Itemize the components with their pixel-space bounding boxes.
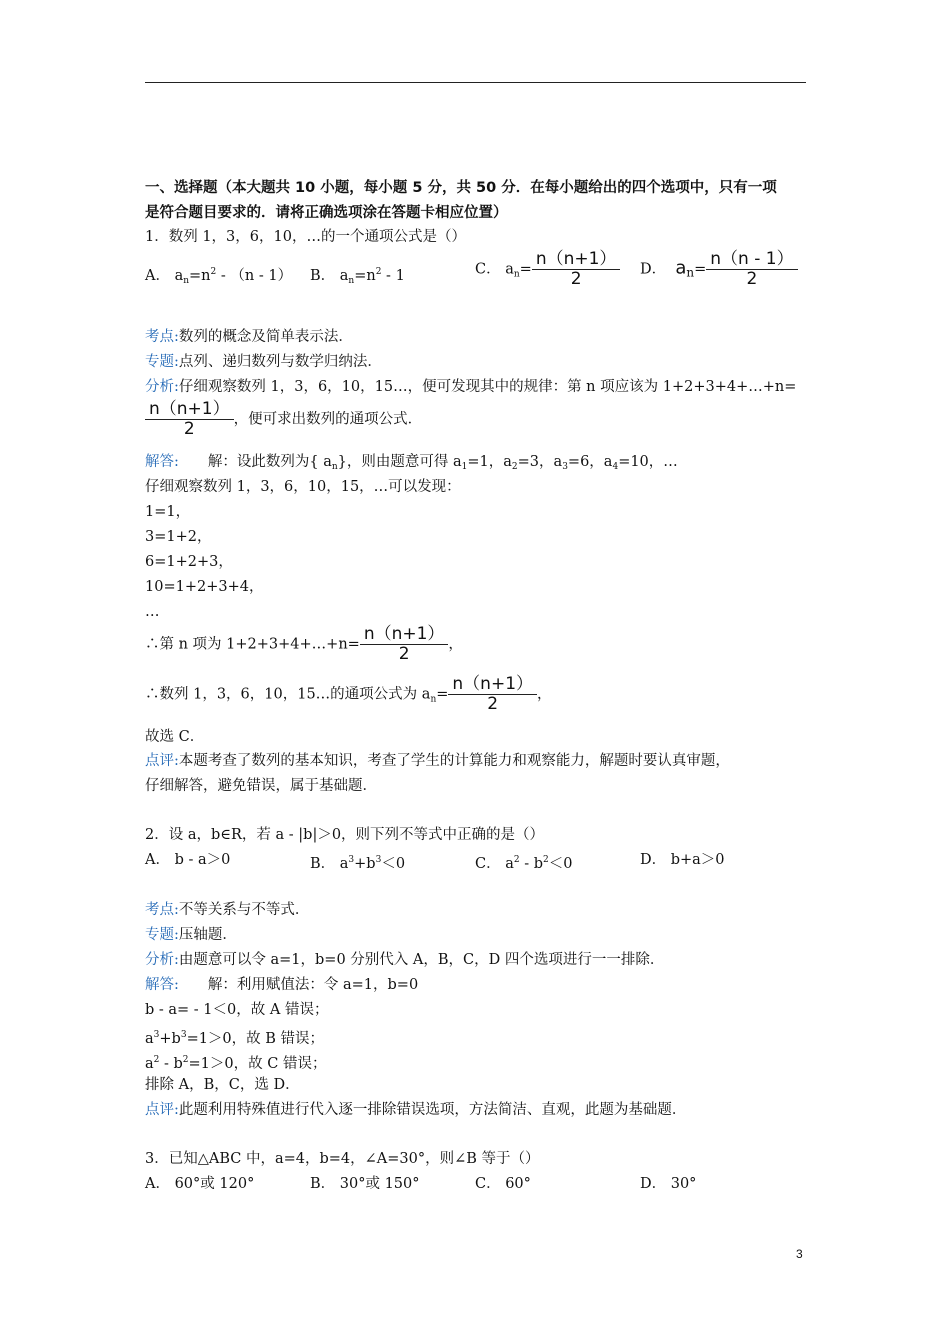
q1-kaodian: 考点:数列的概念及简单表示法．	[145, 329, 353, 345]
q1-solution-line-g: ∴第 n 项为 1+2+3+4+…+n= $\frac{n(n+1)}{2}$ ，	[145, 624, 463, 664]
q1-solution-line-c: 3=1+2，	[145, 529, 212, 545]
q1-solution-line-d: 6=1+2+3，	[145, 554, 233, 570]
q2-option-c: C． $a^2 - b^2<0$	[475, 855, 573, 872]
q2-zhuanti: 专题:压轴题．	[145, 927, 237, 943]
q1-option-a: A． $a_n=n^2 - (n - 1)$	[145, 267, 293, 286]
q1-fenxi-fraction-line: $\frac{n(n+1)}{2}$ ，便可求出数列的通项公式．	[145, 400, 422, 439]
q1-line-h-fraction: $\frac{n(n+1)}{2}$	[448, 675, 537, 714]
q2-solution-line-3: $a^2 - b^2=1>0$，故 C 错误；	[145, 1055, 327, 1072]
q1-solution-line-f: …	[145, 604, 160, 620]
q1-option-c-fraction: $\frac{n(n+1)}{2}$	[532, 250, 621, 289]
section-header-line2: 是符合题目要求的．请将正确选项涂在答题卡相应位置）	[145, 205, 508, 221]
q3-option-a: A． 60°或 120°	[145, 1176, 255, 1192]
section-header-line1: 一、选择题（本大题共 10 小题，每小题 5 分，共 50 分．在每小题给出的四个选项中，只有一项	[145, 180, 777, 196]
q2-solution-line-1: b - a= - 1＜0，故 A 错误；	[145, 1002, 329, 1018]
q1-line-g-fraction: $\frac{n(n+1)}{2}$	[360, 625, 449, 664]
q1-dianping-line2: 仔细解答，避免错误，属于基础题．	[145, 778, 377, 794]
q1-option-c: C． $a_n=$ $\frac{n(n+1)}{2}$	[475, 250, 620, 289]
q3-option-c: C． 60°	[475, 1176, 531, 1192]
q1-option-b: B． $a_n=n^2 - 1$	[310, 267, 405, 286]
q1-jieda: 解答: 解：设此数列为{ $a_n$}，则由题意可得 $a_1=1$，$a_2=3$，$a_3=6$，$a_4=10$，…	[145, 454, 678, 472]
q1-dianping: 点评:本题考查了数列的基本知识，考查了学生的计算能力和观察能力，解题时要认真审题，	[145, 753, 730, 769]
q1-option-d: D． $a_n=$ $\frac{n(n - 1)}{2}$	[640, 250, 798, 289]
q2-option-d: D． b+a＞0	[640, 852, 725, 868]
q2-stem: 2．设 a，b∈R，若 a - |b|＞0，则下列不等式中正确的是（）	[145, 827, 545, 843]
q1-fenxi: 分析:仔细观察数列 1，3，6，10，15…，便可发现其中的规律：第 n 项应该为 1+2+3+4+…+n=	[145, 379, 797, 395]
header-rule	[145, 82, 806, 83]
q2-solution-line-2: $a^3+b^3=1>0$，故 B 错误；	[145, 1030, 325, 1047]
q2-option-a: A． b - a＞0	[145, 852, 231, 868]
q3-option-d: D． 30°	[640, 1176, 697, 1192]
q1-zhuanti: 专题:点列、递归数列与数学归纳法．	[145, 354, 382, 370]
q1-fenxi-fraction: $\frac{n(n+1)}{2}$	[145, 400, 234, 439]
q2-dianping: 点评:此题利用特殊值进行代入逐一排除错误选项，方法简洁、直观，此题为基础题．	[145, 1102, 687, 1118]
q1-solution-line-h: ∴数列 1，3，6，10，15…的通项公式为 $a_n=$ $\frac{n(n+1)}{2}$ ，	[145, 674, 552, 714]
q2-option-b: B． $a^3+b^3<0$	[310, 855, 406, 872]
q1-solution-line-i: 故选 C．	[145, 729, 205, 745]
q3-option-b: B． 30°或 150°	[310, 1176, 420, 1192]
q2-fenxi: 分析:由题意可以令 a=1，b=0 分别代入 A，B，C，D 四个选项进行一一排除．	[145, 952, 665, 968]
q1-option-d-fraction: $\frac{n(n - 1)}{2}$	[706, 250, 797, 289]
q1-stem: 1．数列 1，3，6，10，…的一个通项公式是（）	[145, 229, 466, 245]
q1-solution-line-e: 10=1+2+3+4，	[145, 579, 264, 595]
q2-jieda: 解答: 解：利用赋值法：令 a=1，b=0	[145, 977, 419, 993]
page-number: 3	[796, 1247, 803, 1261]
q1-solution-line-a: 仔细观察数列 1，3，6，10，15，…可以发现：	[145, 479, 461, 495]
q3-stem: 3．已知△ABC 中，a=4，b=4，∠A=30°，则∠B 等于（）	[145, 1151, 540, 1167]
q1-solution-line-b: 1=1，	[145, 504, 191, 520]
q2-kaodian: 考点:不等关系与不等式．	[145, 902, 310, 918]
q2-solution-line-4: 排除 A，B，C，选 D．	[145, 1077, 300, 1093]
